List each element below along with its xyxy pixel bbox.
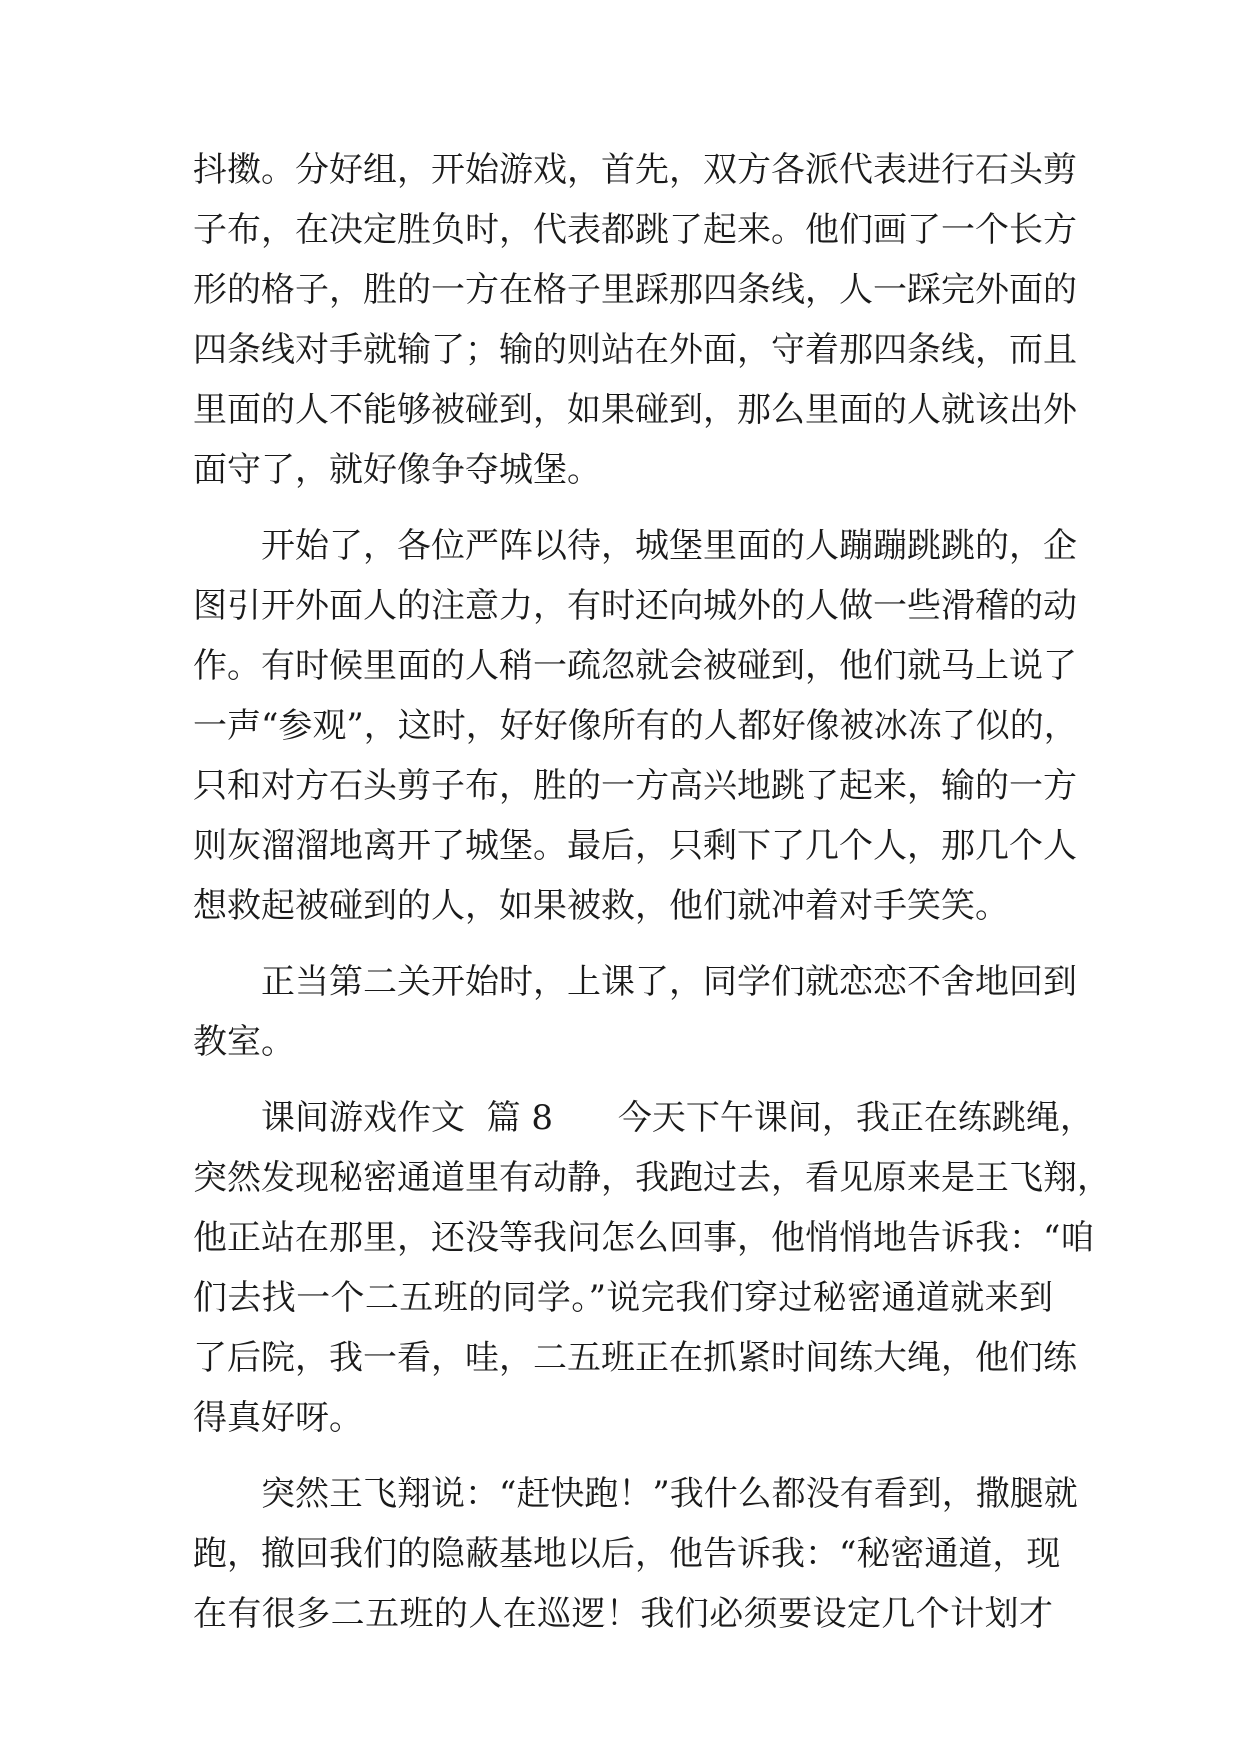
paragraph-1: [193, 140, 1077, 500]
paragraph-2: [193, 516, 1078, 936]
paragraph-3: [193, 952, 1077, 1072]
paragraph-4: [193, 1088, 1111, 1448]
text-line: 得真好呀。: [193, 1398, 363, 1438]
text-line: 突然发现秘密通道里有动静，我跑过去，看见原来是王飞翔，: [193, 1158, 1111, 1198]
text-line: 一声“参观”，这时，好好像所有的人都好像被冰冻了似的，: [193, 706, 1078, 746]
text-line: 子布，在决定胜负时，代表都跳了起来。他们画了一个长方: [193, 210, 1077, 250]
text-line: 他正站在那里，还没等我问怎么回事，他悄悄地告诉我：“咱: [193, 1218, 1095, 1258]
text-line: 图引开外面人的注意力，有时还向城外的人做一些滑稽的动: [193, 586, 1077, 626]
text-line: 抖擞。分好组，开始游戏，首先，双方各派代表进行石头剪: [193, 150, 1077, 190]
text-line: 里面的人不能够被碰到，如果碰到，那么里面的人就该出外: [193, 390, 1077, 430]
text-line: 课间游戏作文 篇 8 今天下午课间，我正在练跳绳，: [261, 1098, 1094, 1138]
text-line: 突然王飞翔说：“赶快跑！”我什么都没有看到，撒腿就: [261, 1474, 1078, 1514]
text-line: 作。有时候里面的人稍一疏忽就会被碰到，他们就马上说了: [193, 646, 1077, 686]
text-line: 则灰溜溜地离开了城堡。最后，只剩下了几个人，那几个人: [193, 826, 1077, 866]
text-line: 跑，撤回我们的隐蔽基地以后，他告诉我：“秘密通道，现: [193, 1534, 1061, 1574]
document-body: [193, 140, 1111, 1644]
paragraph-5: [193, 1464, 1078, 1644]
text-line: 正当第二关开始时，上课了，同学们就恋恋不舍地回到: [261, 962, 1077, 1002]
text-line: 想救起被碰到的人，如果被救，他们就冲着对手笑笑。: [193, 886, 1009, 926]
text-line: 面守了，就好像争夺城堡。: [193, 450, 601, 490]
text-line: 在有很多二五班的人在巡逻！我们必须要设定几个计划才: [193, 1594, 1053, 1634]
text-line: 开始了，各位严阵以待，城堡里面的人蹦蹦跳跳的，企: [261, 526, 1077, 566]
text-line: 教室。: [193, 1022, 295, 1062]
text-line: 了后院，我一看，哇，二五班正在抓紧时间练大绳，他们练: [193, 1338, 1077, 1378]
text-line: 形的格子，胜的一方在格子里踩那四条线，人一踩完外面的: [193, 270, 1077, 310]
text-line: 四条线对手就输了；输的则站在外面，守着那四条线，而且: [193, 330, 1077, 370]
text-line: 们去找一个二五班的同学。”说完我们穿过秘密通道就来到: [193, 1278, 1053, 1318]
text-line: 只和对方石头剪子布，胜的一方高兴地跳了起来，输的一方: [193, 766, 1077, 806]
